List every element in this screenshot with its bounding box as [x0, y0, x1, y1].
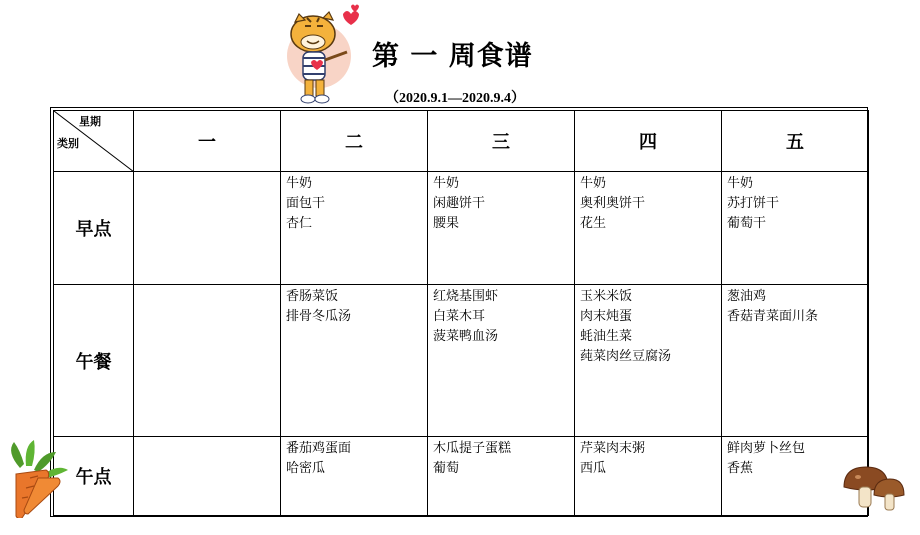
- menu-item: 哈密瓜: [286, 461, 326, 476]
- menu-item: 肉末炖蛋: [580, 309, 633, 324]
- menu-item: 番茄鸡蛋面: [286, 441, 352, 456]
- menu-item: 玉米米饭: [580, 289, 633, 304]
- menu-item: 葱油鸡: [727, 289, 767, 304]
- corner-cell: [54, 111, 134, 172]
- menu-cell-lunch-day-1: [134, 285, 281, 437]
- menu-item: 芹菜肉末粥: [580, 441, 646, 456]
- corner-weekday-label: 星期: [79, 115, 101, 128]
- menu-item: 花生: [580, 216, 607, 231]
- menu-item: 葡萄: [433, 461, 460, 476]
- menu-item: 菠菜鸭血汤: [433, 329, 499, 344]
- menu-item: 蚝油生菜: [580, 329, 633, 344]
- table-row-breakfast: [54, 172, 869, 285]
- table-row-afternoon-snack: [54, 437, 869, 516]
- date-range: （2020.9.1—2020.9.4）: [385, 91, 525, 106]
- day-header-2: 二: [281, 111, 428, 172]
- menu-item: 奥利奥饼干: [580, 196, 646, 211]
- corner-category-label: 类别: [57, 137, 79, 150]
- day-header-1: 一: [134, 111, 281, 172]
- menu-cell-afternoon-snack-day-4: [575, 437, 722, 516]
- menu-cell-afternoon-snack-day-3: [428, 437, 575, 516]
- menu-item: 香菇青菜面川条: [727, 309, 819, 324]
- menu-cell-lunch-day-2: [281, 285, 428, 437]
- menu-item: 白菜木耳: [433, 309, 486, 324]
- carrot-icon: [0, 438, 80, 518]
- menu-item: 苏打饼干: [727, 196, 780, 211]
- meal-label-breakfast: 早点: [54, 172, 134, 285]
- menu-item: 木瓜提子蛋糕: [433, 441, 512, 456]
- menu-item: 闲趣饼干: [433, 196, 486, 211]
- menu-cell-afternoon-snack-day-2: [281, 437, 428, 516]
- menu-item: 香蕉: [727, 461, 754, 476]
- menu-cell-breakfast-day-4: [575, 172, 722, 285]
- menu-item: 莼菜肉丝豆腐汤: [580, 349, 672, 364]
- menu-item: 牛奶: [433, 176, 460, 191]
- day-header-4: 四: [575, 111, 722, 172]
- menu-cell-lunch-day-3: [428, 285, 575, 437]
- menu-item: 葡萄干: [727, 216, 767, 231]
- meal-label-afternoon-snack: 午点: [54, 437, 134, 516]
- menu-cell-lunch-day-5: [722, 285, 869, 437]
- mushroom-icon: [840, 465, 905, 513]
- tiger-mascot-icon: [283, 4, 365, 108]
- menu-item: 鲜肉萝卜丝包: [727, 441, 806, 456]
- menu-item: 排骨冬瓜汤: [286, 309, 352, 324]
- menu-item: 红烧基围虾: [433, 289, 499, 304]
- page-title: 第 一 周食谱: [372, 41, 533, 72]
- menu-table: [53, 110, 869, 516]
- menu-cell-breakfast-day-3: [428, 172, 575, 285]
- menu-item: 牛奶: [727, 176, 754, 191]
- menu-cell-lunch-day-4: [575, 285, 722, 437]
- menu-cell-breakfast-day-2: [281, 172, 428, 285]
- menu-cell-afternoon-snack-day-1: [134, 437, 281, 516]
- menu-item: 牛奶: [580, 176, 607, 191]
- menu-item: 西瓜: [580, 461, 607, 476]
- menu-item: 牛奶: [286, 176, 313, 191]
- menu-item: 面包干: [286, 196, 326, 211]
- day-header-3: 三: [428, 111, 575, 172]
- menu-item: 香肠菜饭: [286, 289, 339, 304]
- menu-item: 腰果: [433, 216, 460, 231]
- header-row: [54, 111, 869, 172]
- menu-item: 杏仁: [286, 216, 313, 231]
- menu-cell-breakfast-day-5: [722, 172, 869, 285]
- meal-label-lunch: 午餐: [54, 285, 134, 437]
- table-row-lunch: [54, 285, 869, 437]
- day-header-5: 五: [722, 111, 869, 172]
- menu-cell-breakfast-day-1: [134, 172, 281, 285]
